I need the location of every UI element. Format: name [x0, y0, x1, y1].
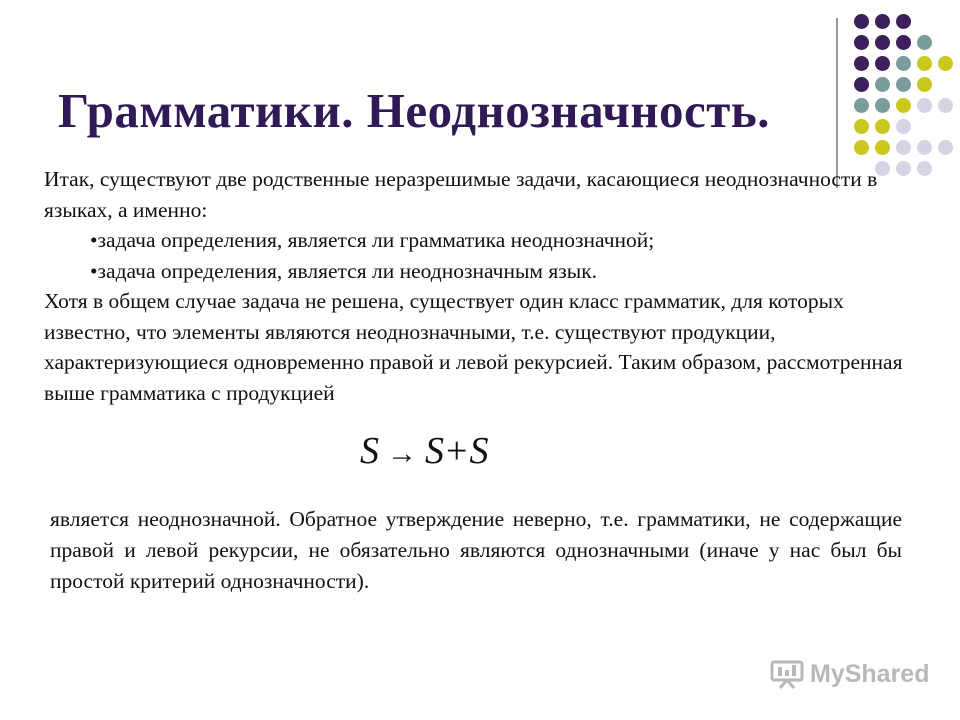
- divider-line: [836, 18, 838, 188]
- decor-dot: [854, 140, 869, 155]
- decor-dot: [896, 77, 911, 92]
- decor-dot: [854, 56, 869, 71]
- decor-dot: [917, 161, 932, 176]
- presentation-icon: [770, 659, 804, 689]
- decor-dot: [854, 98, 869, 113]
- decor-dot: [917, 98, 932, 113]
- decor-dot: [917, 35, 932, 50]
- decor-dot: [875, 14, 890, 29]
- decor-dot: [896, 119, 911, 134]
- decor-dot: [875, 56, 890, 71]
- decor-dot: [896, 98, 911, 113]
- decor-dot: [854, 77, 869, 92]
- watermark-label: MyShared: [810, 659, 930, 688]
- decor-dot: [917, 140, 932, 155]
- decor-dot: [896, 140, 911, 155]
- decor-dot: [917, 56, 932, 71]
- main-paragraph: Хотя в общем случае задача не решена, существует один класс грамматик, для которых известно, что элементы являются неоднозначными, т.е. существуют продукции, характеризующиеся одновременно правой и левой рекурсией. Таким образом, рассмотренная выше грамматика с продукцией: [44, 289, 903, 405]
- conclusion-paragraph: является неоднозначной. Обратное утверждение неверно, т.е. грамматики, не содержащие правой и левой рекурсии, не обязательно являются однозначными (иначе у нас был бы простой критерий однозначности).: [50, 507, 902, 593]
- decor-dot: [938, 140, 953, 155]
- decor-dot: [875, 140, 890, 155]
- formula-rhs-b: S: [469, 430, 489, 472]
- dot-grid-decoration: [848, 10, 958, 160]
- decor-dot: [896, 56, 911, 71]
- slide-body: [44, 164, 919, 408]
- formula-plus: +: [446, 430, 468, 472]
- bullet-item: •задача определения, является ли грамматика неоднозначной;: [90, 228, 655, 252]
- decor-dot: [875, 35, 890, 50]
- decor-dot: [917, 77, 932, 92]
- decor-dot: [875, 119, 890, 134]
- arrow-icon: →: [387, 437, 417, 470]
- bullet-item: •задача определения, является ли неоднозначным язык.: [90, 258, 598, 283]
- decor-dot: [938, 98, 953, 113]
- decor-dot: [875, 77, 890, 92]
- decor-dot: [896, 14, 911, 29]
- intro-paragraph: Итак, существуют две родственные неразрешимые задачи, касающиеся неоднозначности в языках, а именно:: [44, 167, 878, 222]
- formula-rhs-a: S: [425, 430, 444, 472]
- decor-dot: [896, 35, 911, 50]
- watermark: [770, 656, 929, 692]
- formula-lhs: S: [360, 430, 379, 472]
- decor-dot: [938, 56, 953, 71]
- decor-dot: [875, 98, 890, 113]
- slide-title: Грамматики. Неоднозначность.: [58, 83, 771, 138]
- decor-dot: [854, 119, 869, 134]
- decor-dot: [854, 14, 869, 29]
- production-formula: [360, 428, 560, 474]
- decor-dot: [854, 35, 869, 50]
- conclusion-block: [50, 504, 902, 597]
